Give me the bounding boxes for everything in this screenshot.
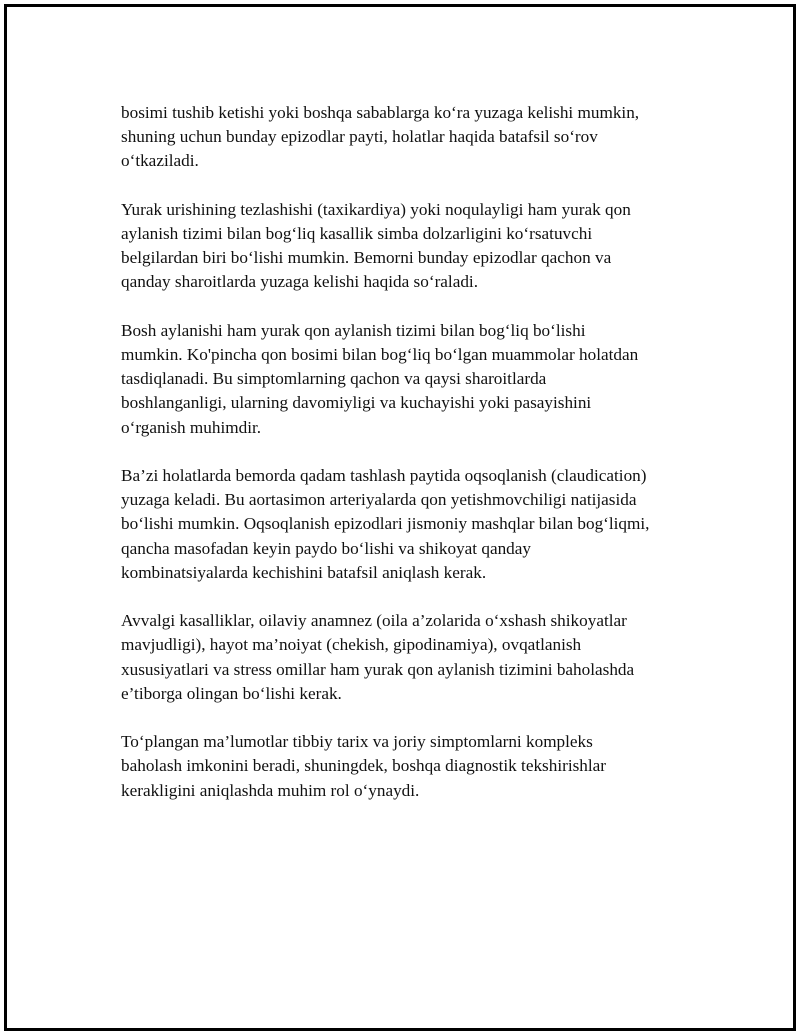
document-page [4, 4, 796, 1031]
paragraph-fainting-causes: bosimi tushib ketishi yoki boshqa sabablarga ko‘ra yuzaga kelishi mumkin, shuning uchun bunday epizodlar payti, holatlar haqida batafsil so‘rov o‘tkaziladi. [121, 103, 640, 171]
paragraph-dizziness: Bosh aylanishi ham yurak qon aylanish tizimi bilan bog‘liq bo‘lishi mumkin. Ko'pincha qon bosimi bilan bog‘liq bo‘lgan muammolar holatdan tasdiqlanadi. Bu simptomlarning qachon va qaysi sharoitlarda boshlanganligi, ularning davomiyligi va kuchayishi yoki pasayishini o‘rganish muhimdir. [121, 320, 639, 437]
document-body [121, 101, 701, 827]
paragraph-tachycardia: Yurak urishining tezlashishi (taxikardiya) yoki noqulayligi ham yurak qon aylanish tizimi bilan bog‘liq kasallik simba dolzarligini ko‘rsatuvchi belgilardan biri bo‘lishi mumkin. Bemorni bunday epizodlar qachon va qanday sharoitlarda yuzaga kelishi haqida so‘raladi. [121, 199, 631, 292]
paragraph-conclusion: To‘plangan ma’lumotlar tibbiy tarix va joriy simptomlarni kompleks baholash imkonini beradi, shuningdek, boshqa diagnostik tekshirishlar kerakligini aniqlashda muhim rol o‘ynaydi. [121, 732, 607, 800]
paragraph-medical-history: Avvalgi kasalliklar, oilaviy anamnez (oila a’zolarida o‘xshash shikoyatlar mavjudligi), hayot ma’noiyat (chekish, gipodinamiya), ovqatlanish xususiyatlari va stress omillar ham yurak qon aylanish tizimini baholashda e’tiborga olingan bo‘lishi kerak. [121, 611, 635, 703]
paragraph-claudication: Ba’zi holatlarda bemorda qadam tashlash paytida oqsoqlanish (claudication) yuzaga keladi. Bu aortasimon arteriyalarda qon yetishmovchiligi natijasida bo‘lishi mumkin. Oqsoqlanish epizodlari jismoniy mashqlar bilan bog‘liqmi, qancha masofadan keyin paydo bo‘lishi va shikoyat qanday kombinatsiyalarda kechishini batafsil aniqlash kerak. [121, 466, 650, 582]
